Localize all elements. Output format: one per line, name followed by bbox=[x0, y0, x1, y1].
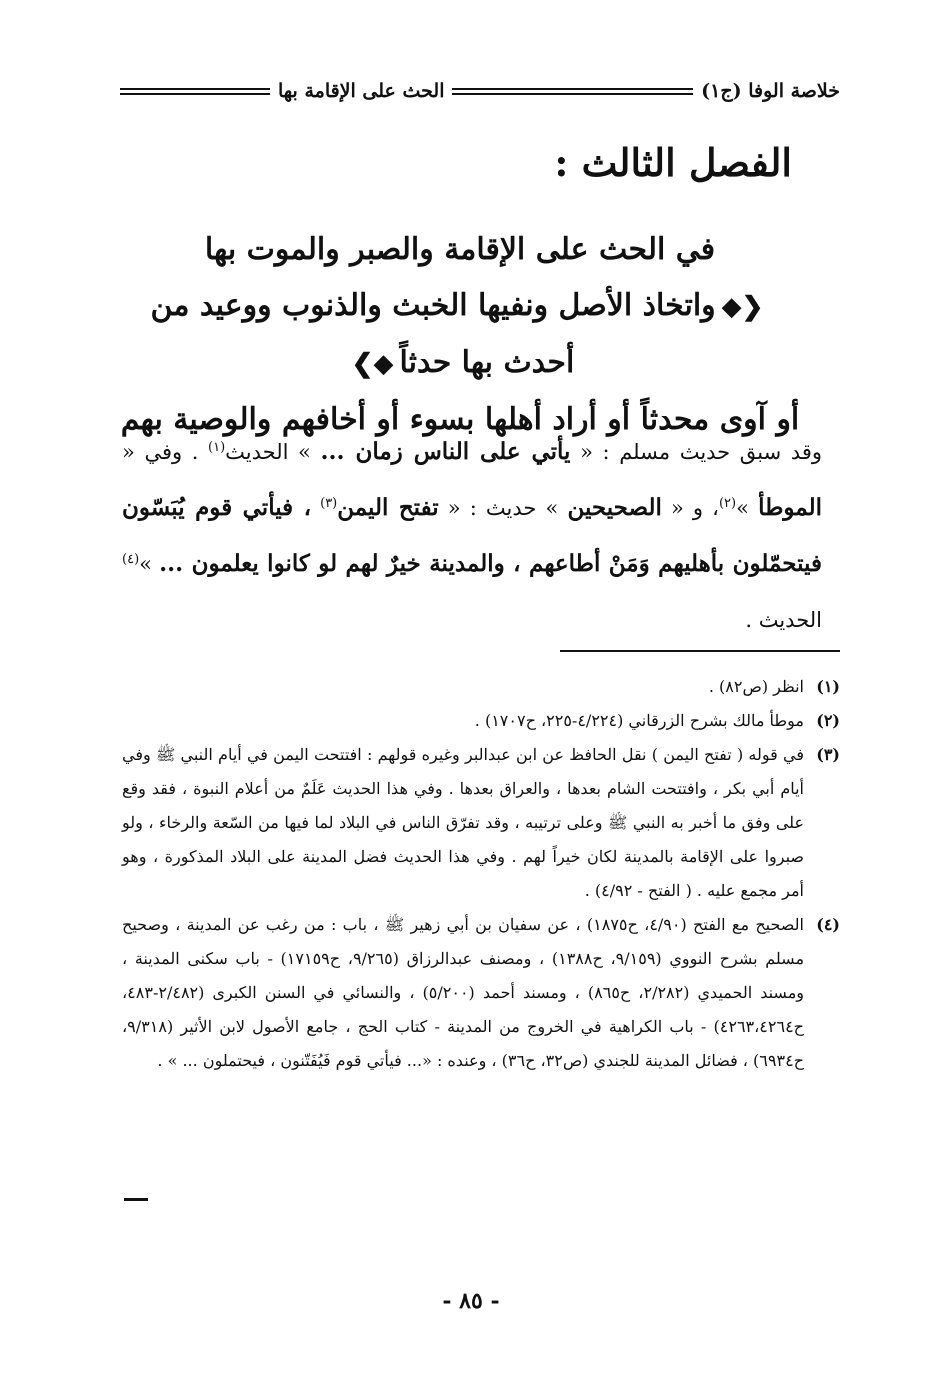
hadith-quote: تفتح اليمن bbox=[337, 494, 439, 521]
footnote-text: انظر (ص٨٢) . bbox=[708, 677, 804, 696]
running-header bbox=[120, 74, 840, 108]
footnote-text: موطأ مالك بشرح الزرقاني (٤/٢٢٤-٢٢٥، ح١٧٠٧) . bbox=[474, 711, 804, 730]
footnote-item bbox=[122, 738, 840, 908]
hadith-quote: يأتي على الناس زمان ... bbox=[320, 438, 571, 465]
header-rule-end bbox=[120, 88, 270, 95]
chapter-title bbox=[110, 222, 810, 448]
body-text: وقد سبق حديث مسلم : « bbox=[580, 440, 823, 464]
body-text: » bbox=[139, 552, 152, 576]
continuation-dash bbox=[124, 1198, 148, 1201]
body-text: » حديث : « bbox=[447, 496, 559, 520]
body-text: ، و « bbox=[670, 496, 719, 520]
footnote-number: (١) bbox=[816, 677, 840, 696]
body-text: » الحديث bbox=[225, 440, 311, 464]
footnote-ref[interactable]: (٣) bbox=[320, 496, 338, 511]
footnote-ref[interactable]: (٢) bbox=[718, 496, 737, 511]
header-book-title: خلاصة الوفا (ج١) bbox=[701, 80, 840, 102]
footnote-ref[interactable]: (٤) bbox=[122, 552, 140, 567]
chapter-title-line-2 bbox=[110, 278, 810, 392]
footnote-text: الصحيح مع الفتح (٤/٩٠، ح١٨٧٥) ، عن سفيان بن أبي زهير ﷺ ، باب : من رغب عن المدينة ، وصحيح مسلم بشرح النووي (٩/١٥٩، ح١٣٨٨) ، ومصنف عبدالرزاق (٩/٢٦٥، ح١٧١٥٩) - باب سكنى المدينة ، ومسند الحميدي (٢/٢٨٢، ح٨٦٥) ، ومسند أحمد (٥/٢٠٠) ، والنسائي في السنن الكبرى (٢/٤٨٢-٤٨٣، ح٤٢٦٣،٤٢٦٤) - باب الكراهية في الخروج من المدينة - كتاب الحج ، جامع الأصول لابن الأثير (٩/٣١٨، ح٦٩٣٤) ، فضائل المدينة للجندي (ص٣٢، ح٣٦) ، وعنده : «... فيأتي قوم فَيُفَتّنون ، فيحتملون ... » . bbox=[122, 915, 805, 1070]
header-rule bbox=[452, 88, 693, 95]
chapter-title-line-1: في الحث على الإقامة والصبر والموت بها bbox=[204, 232, 716, 267]
source-name: الصحيحين bbox=[567, 494, 662, 521]
ornament-bracket-icon: ◆❯ bbox=[351, 349, 394, 379]
footnotes bbox=[122, 670, 840, 1078]
footnote-number: (٢) bbox=[816, 711, 840, 730]
hadith-quote: ، فيأتي قوم يُبَسّون فيتحمّلون بأهليهم وَمَنْ أطاعهم ، والمدينة خيرٌ لهم لو كانوا يعلمون ... bbox=[122, 494, 822, 577]
chapter-label: الفصل الثالث : bbox=[554, 140, 792, 185]
header-section-title: الحث على الإقامة بها bbox=[278, 80, 445, 102]
footnote-item bbox=[122, 670, 840, 704]
footnote-number: (٣) bbox=[816, 745, 840, 764]
body-text: » bbox=[736, 496, 749, 520]
body-text: الحديث . bbox=[745, 608, 822, 632]
footnote-number: (٤) bbox=[816, 915, 840, 934]
page-number: - ٨٥ - bbox=[442, 1288, 500, 1314]
ornament-bracket-icon: ❮◆ bbox=[721, 292, 764, 322]
footnote-item bbox=[122, 704, 840, 738]
body-paragraph bbox=[122, 424, 822, 648]
chapter-title-line-3: أو آوى محدثاً أو أراد أهلها بسوء أو أخافهم والوصية بهم bbox=[120, 402, 800, 437]
footnote-separator bbox=[560, 650, 840, 652]
footnote-ref[interactable]: (١) bbox=[208, 440, 226, 455]
chapter-title-line-2-text: واتخاذ الأصل ونفيها الخبث والذنوب ووعيد من أحدث بها حدثاً bbox=[150, 288, 716, 380]
footnote-text: في قوله ( تفتح اليمن ) نقل الحافظ عن ابن عبدالبر وغيره قولهم : افتتحت اليمن في أيام النبي ﷺ وفي أيام أبي بكر ، وافتتحت الشام بعدها ، والعراق بعدها . وفي هذا الحديث عَلَمٌ من أعلام النبوة ، فقد وقع على وفق ما أخبر به النبي ﷺ وعلى ترتيبه ، وقد تفرّق الناس في البلاد لما فيها من السّعة والرخاء ، ولو صبروا على الإقامة بالمدينة لكان خيراً لهم . وفي هذا الحديث فضل المدينة على البلاد المذكورة ، وهو أمر مجمع عليه . ( الفتح - ٤/٩٢) . bbox=[122, 745, 804, 900]
footnote-item bbox=[122, 908, 840, 1078]
source-name: الموطأ bbox=[758, 494, 822, 521]
body-text: . وفي « bbox=[122, 440, 199, 464]
